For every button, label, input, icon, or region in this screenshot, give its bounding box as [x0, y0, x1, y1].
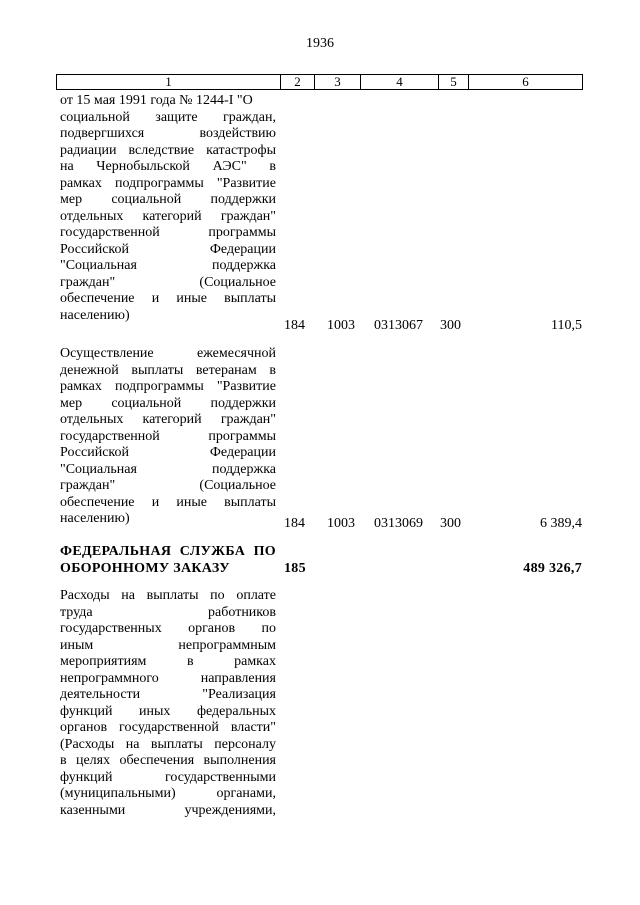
description-line: обеспечение и иные выплаты — [60, 494, 276, 510]
description-line: граждан" (Социальное — [60, 478, 276, 493]
ministry-code: 184 — [284, 318, 305, 333]
column-header-2: 2 — [281, 75, 315, 89]
page-number: 1936 — [306, 36, 334, 51]
description-line: (Расходы на выплаты персоналу — [60, 736, 276, 752]
row-description — [60, 346, 276, 528]
description-line: ОБОРОННОМУ ЗАКАЗУ — [60, 560, 230, 576]
row-description — [60, 588, 276, 819]
description-line: Российской Федерации — [60, 445, 276, 460]
description-line: государственной программы — [60, 428, 276, 444]
amount: 489 326,7 — [523, 560, 582, 576]
description-line: от 15 мая 1991 года № 1244-I "О — [60, 93, 253, 108]
description-line: государственной программы — [60, 225, 276, 240]
description-line: обеспечение и иные выплаты — [60, 291, 276, 306]
amount: 6 389,4 — [540, 516, 582, 531]
description-line: (муниципальными) органами, — [60, 786, 276, 801]
description-line: населению) — [60, 307, 130, 323]
target-code: 0313069 — [374, 516, 423, 531]
amount: 110,5 — [551, 318, 582, 333]
description-line: мероприятиям в рамках — [60, 654, 276, 669]
column-header-6: 6 — [522, 74, 529, 89]
description-line: иным непрограммным — [60, 637, 276, 653]
description-line: радиации вследствие катастрофы — [60, 142, 276, 158]
description-line: населению) — [60, 511, 130, 526]
row-description — [60, 93, 276, 324]
agency-heading — [60, 544, 276, 577]
description-line: "Социальная поддержка — [60, 461, 276, 477]
description-line: труда работников — [60, 604, 276, 620]
column-header-5: 5 — [439, 75, 469, 89]
section-code: 1003 — [327, 516, 355, 531]
ministry-code: 185 — [284, 560, 306, 576]
description-line: рамках подпрограммы "Развитие — [60, 379, 276, 394]
description-line: социальной защите граждан, — [60, 109, 276, 125]
description-line: на Чернобыльской АЭС" в — [60, 159, 276, 174]
description-line: "Социальная поддержка — [60, 258, 276, 273]
description-line: подвергшихся воздействию — [60, 126, 276, 141]
column-header-3: 3 — [315, 75, 361, 89]
description-line: Расходы на выплаты по оплате — [60, 588, 276, 603]
description-line: отдельных категорий граждан" — [60, 208, 276, 224]
description-line: денежной выплаты ветеранам в — [60, 362, 276, 378]
description-line: функций государственными — [60, 769, 276, 785]
description-line: ФЕДЕРАЛЬНАЯ СЛУЖБА ПО — [60, 544, 276, 559]
description-line: мер социальной поддержки — [60, 395, 276, 411]
expense-type-code: 300 — [440, 516, 461, 531]
section-code: 1003 — [327, 318, 355, 333]
table-header-row — [56, 74, 583, 90]
description-line: Осуществление ежемесячной — [60, 346, 276, 361]
ministry-code: 184 — [284, 516, 305, 531]
target-code: 0313067 — [374, 318, 423, 333]
expense-type-code: 300 — [440, 318, 461, 333]
description-line: в целях обеспечения выполнения — [60, 753, 276, 768]
description-line: функций иных федеральных — [60, 703, 276, 719]
description-line: рамках подпрограммы "Развитие — [60, 175, 276, 191]
description-line: Российской Федерации — [60, 241, 276, 257]
description-line: непрограммного направления — [60, 670, 276, 686]
description-line: мер социальной поддержки — [60, 192, 276, 207]
description-line: граждан" (Социальное — [60, 274, 276, 290]
description-line: казенными учреждениями, — [60, 802, 276, 818]
description-line: отдельных категорий граждан" — [60, 412, 276, 427]
description-line: деятельности "Реализация — [60, 687, 276, 702]
column-header-4: 4 — [361, 75, 439, 89]
description-line: государственных органов по — [60, 621, 276, 636]
description-line: органов государственной власти" — [60, 720, 276, 735]
column-header-1: 1 — [57, 75, 281, 89]
